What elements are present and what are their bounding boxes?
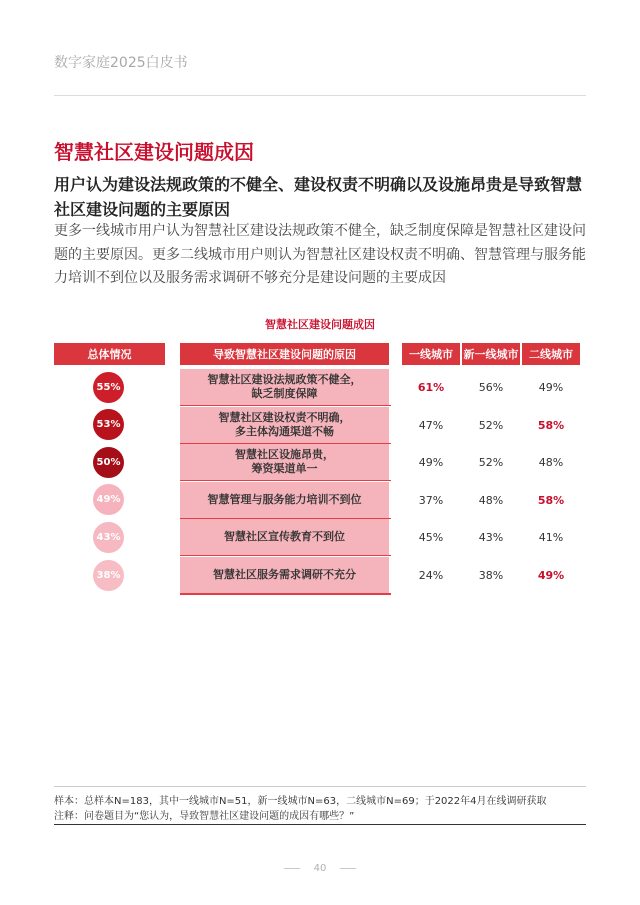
percent-new-tier1: 43%	[478, 531, 504, 545]
reason-text-line-1: 智慧社区宣传教育不到位	[224, 530, 345, 544]
percent-tier1: 47%	[418, 418, 444, 432]
section-subtitle: 用户认为建设法规政策的不健全、建设权责不明确以及设施昂贵是导致智慧社区建设问题的主要原因	[54, 175, 583, 219]
percent-tier2: 41%	[538, 531, 564, 545]
chart-title: 智慧社区建设问题成因	[265, 318, 375, 331]
percent-tier1: 49%	[418, 456, 444, 470]
reason-cell	[180, 444, 389, 480]
section-body-text: 更多一线城市用户认为智慧社区建设法规政策不健全，缺乏制度保障是智慧社区建设问题的主要原因。更多二线城市用户则认为智慧社区建设权责不明确、智慧管理与服务能力培训不到位以及服务需求调研不够充分是建设问题的主要成因	[54, 223, 586, 286]
section-title: 智慧社区建设问题成因	[54, 140, 254, 164]
sample-note: 样本：总样本N=183，其中一线城市N=51，新一线城市N=63，二线城市N=69；于2022年4月在线调研获取	[54, 796, 547, 807]
reason-cell	[180, 557, 389, 593]
percent-tier2: 58%	[537, 418, 565, 432]
reason-cell	[180, 369, 389, 405]
percent-tier1: 61%	[417, 381, 445, 394]
percent-tier2: 49%	[537, 569, 565, 582]
column-header-tier2: 二线城市	[522, 343, 580, 365]
percent-tier1: 45%	[418, 531, 444, 545]
reason-text-line-1: 智慧社区设施昂贵，	[235, 448, 334, 462]
percent-tier2: 48%	[538, 456, 564, 470]
percent-new-tier1: 52%	[478, 418, 504, 432]
overall-percent-circle: 43%	[93, 522, 124, 553]
reason-text-line-2: 筹资渠道单一	[251, 462, 318, 476]
percent-tier2: 49%	[538, 381, 564, 394]
reason-text-line-1: 智慧社区建设权责不明确，	[218, 410, 351, 424]
overall-percent-circle: 49%	[93, 484, 124, 515]
overall-percent-circle: 38%	[93, 560, 124, 591]
reason-text-line-1: 智慧管理与服务能力培训不到位	[207, 492, 362, 506]
column-header-new-tier1: 新一线城市	[462, 343, 520, 365]
column-header-reason: 导致智慧社区建设问题的原因	[180, 343, 389, 365]
percent-new-tier1: 48%	[478, 493, 504, 507]
footer-divider	[54, 786, 586, 787]
column-header-overall: 总体情况	[54, 343, 165, 365]
percent-new-tier1: 38%	[478, 569, 504, 582]
question-note: 注释：问卷题目为“您认为，导致智慧社区建设问题的成因有哪些？”	[54, 811, 355, 822]
percent-new-tier1: 56%	[478, 381, 504, 394]
column-header-tier1: 一线城市	[402, 343, 460, 365]
header-divider	[54, 95, 586, 96]
percent-new-tier1: 52%	[478, 456, 504, 470]
percent-tier1: 37%	[418, 493, 444, 507]
row-divider	[180, 593, 391, 595]
document-header-title: 数字家庭2025白皮书	[54, 55, 188, 71]
footer-divider-bottom	[54, 824, 586, 825]
overall-percent-circle: 50%	[93, 447, 124, 478]
reason-cell	[180, 519, 389, 555]
percent-tier2: 58%	[537, 493, 565, 507]
overall-percent-circle: 53%	[93, 409, 124, 440]
reason-cell	[180, 407, 389, 443]
page-number-dash-right	[340, 868, 356, 869]
percent-tier1: 24%	[418, 569, 444, 582]
reason-text-line-1: 智慧社区服务需求调研不充分	[213, 568, 356, 581]
reason-text-line-1: 智慧社区建设法规政策不健全，	[207, 373, 362, 386]
page-number: 40	[313, 863, 327, 874]
overall-percent-circle: 55%	[93, 372, 124, 403]
reason-text-line-2: 多主体沟通渠道不畅	[235, 424, 334, 438]
reason-cell	[180, 482, 389, 518]
reason-text-line-2: 缺乏制度保障	[251, 387, 318, 400]
